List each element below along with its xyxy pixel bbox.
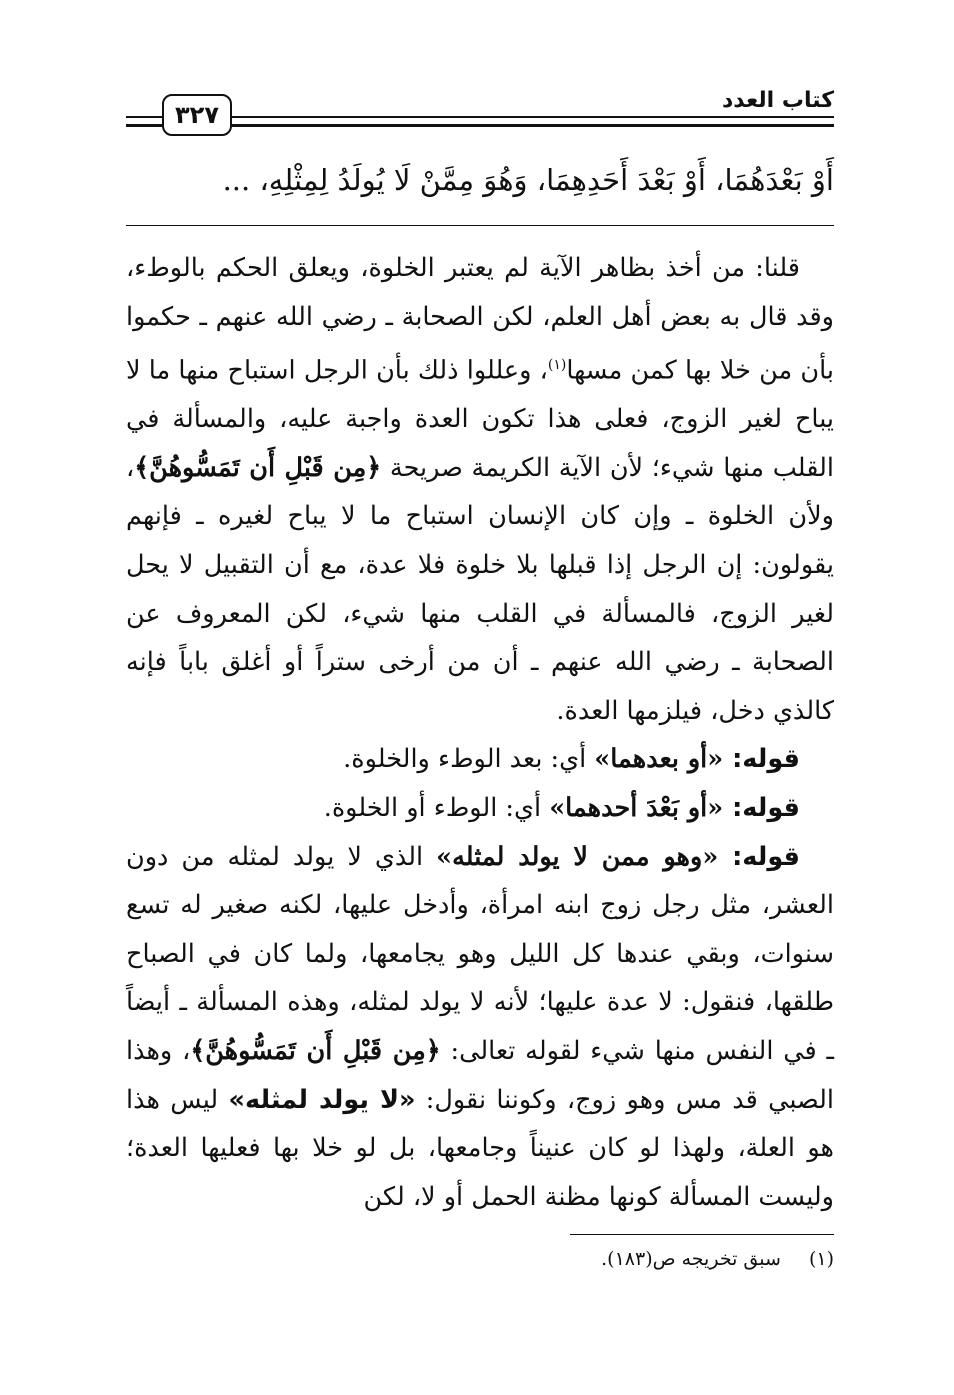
paragraph-1 [126, 244, 834, 735]
qawluhu-label: قوله: [732, 744, 800, 775]
p2-explanation: أي: بعد الوطء والخلوة. [343, 744, 595, 775]
quran-verse: ﴿مِن قَبْلِ أَن تَمَسُّوهُنَّ﴾ [134, 452, 382, 483]
p4-text-b: ، وهذا الصبي قد مس وهو زوج، وكوننا نقول: [126, 1036, 834, 1115]
book-title: كتاب العدد [712, 88, 834, 113]
footnote-number: (١) [808, 1248, 834, 1270]
matn-text: أَوْ بَعْدَهُمَا، أَوْ بَعْدَ أَحَدِهِمَا، وَهُوَ مِمَّنْ لَا يُولَدُ لِمِثْلِهِ، ... [222, 163, 834, 197]
footnote-ref[interactable]: (١) [547, 357, 567, 374]
header-rule-thin [126, 116, 834, 118]
quran-verse: ﴿مِن قَبْلِ أَن تَمَسُّوهُنَّ﴾ [190, 1036, 441, 1066]
header-rule-thick [126, 124, 834, 127]
p3-explanation: أي: الوطء أو الخلوة. [323, 793, 550, 824]
commentary-body [126, 244, 834, 1221]
p1-text-b: ، وعللوا ذلك بأن الرجل استباح منها ما لا يباح لغير الزوج، فعلى هذا تكون العدة واجبة عليه، والمسألة في القلب منها شيء؛ لأن الآية الكريمة صريحة [126, 355, 834, 483]
matn-quote-inline: «لا يولد لمثله» [228, 1084, 416, 1115]
footnote-text: سبق تخريجه ص(١٨٣). [601, 1248, 781, 1270]
footnote-separator [570, 1234, 834, 1235]
p4-text-a: الذي لا يولد لمثله من دون العشر، مثل رجل زوج ابنه امرأة، وأدخل عليها، لكنه صغير له تسع سنوات، وبقي عندها كل الليل وهو يجامعها، ولما كان في الصباح طلقها، فنقول: لا عدة عليها؛ لأنه لا يولد لمثله، وهذه المسألة ـ أيضاً ـ في النفس منها شيء لقوله تعالى: [126, 841, 834, 1066]
p1-text-a: قلنا: من أخذ بظاهر الآية لم يعتبر الخلوة، ويعلق الحكم بالوطء، وقد قال به بعض أهل العلم، لكن الصحابة ـ رضي الله عنهم ـ حكموا بأن من خلا بها كمن مسها [126, 253, 835, 386]
matn-quote: «وهو ممن لا يولد لمثله» [436, 841, 733, 872]
paragraph-3 [126, 784, 834, 833]
qawluhu-label: قوله: [732, 841, 800, 872]
footnote [126, 1244, 834, 1274]
page-header [126, 88, 834, 148]
p1-text-c: ، ولأن الخلوة ـ وإن كان الإنسان استباح ما لا يباح لغيره ـ فإنهم يقولون: إن الرجل إذا قبلها بلا خلوة فلا عدة، مع أن التقبيل لا يحل لغير الزوج، فالمسألة في القلب منها شيء، لكن المعروف عن الصحابة ـ رضي الله عنهم ـ أن من أرخى ستراً أو أغلق باباً فإنه كالذي دخل، فيلزمها العدة. [126, 452, 834, 726]
p4-text-c: ليس هذا هو العلة، ولهذا لو كان عنيناً وجامعها، بل لو خلا بها فعليها العدة؛ وليست المسألة كونها مظنة الحمل أو لا، لكن [126, 1084, 834, 1212]
paragraph-4 [126, 833, 834, 1222]
matn-quote: «أو بَعْدَ أحدهما» [549, 793, 733, 824]
paragraph-2 [126, 735, 834, 784]
qawluhu-label: قوله: [732, 793, 800, 824]
page-number: ٣٢٧ [162, 94, 232, 136]
matn-quote: «أو بعدهما» [594, 744, 733, 775]
matn-separator [126, 225, 834, 226]
